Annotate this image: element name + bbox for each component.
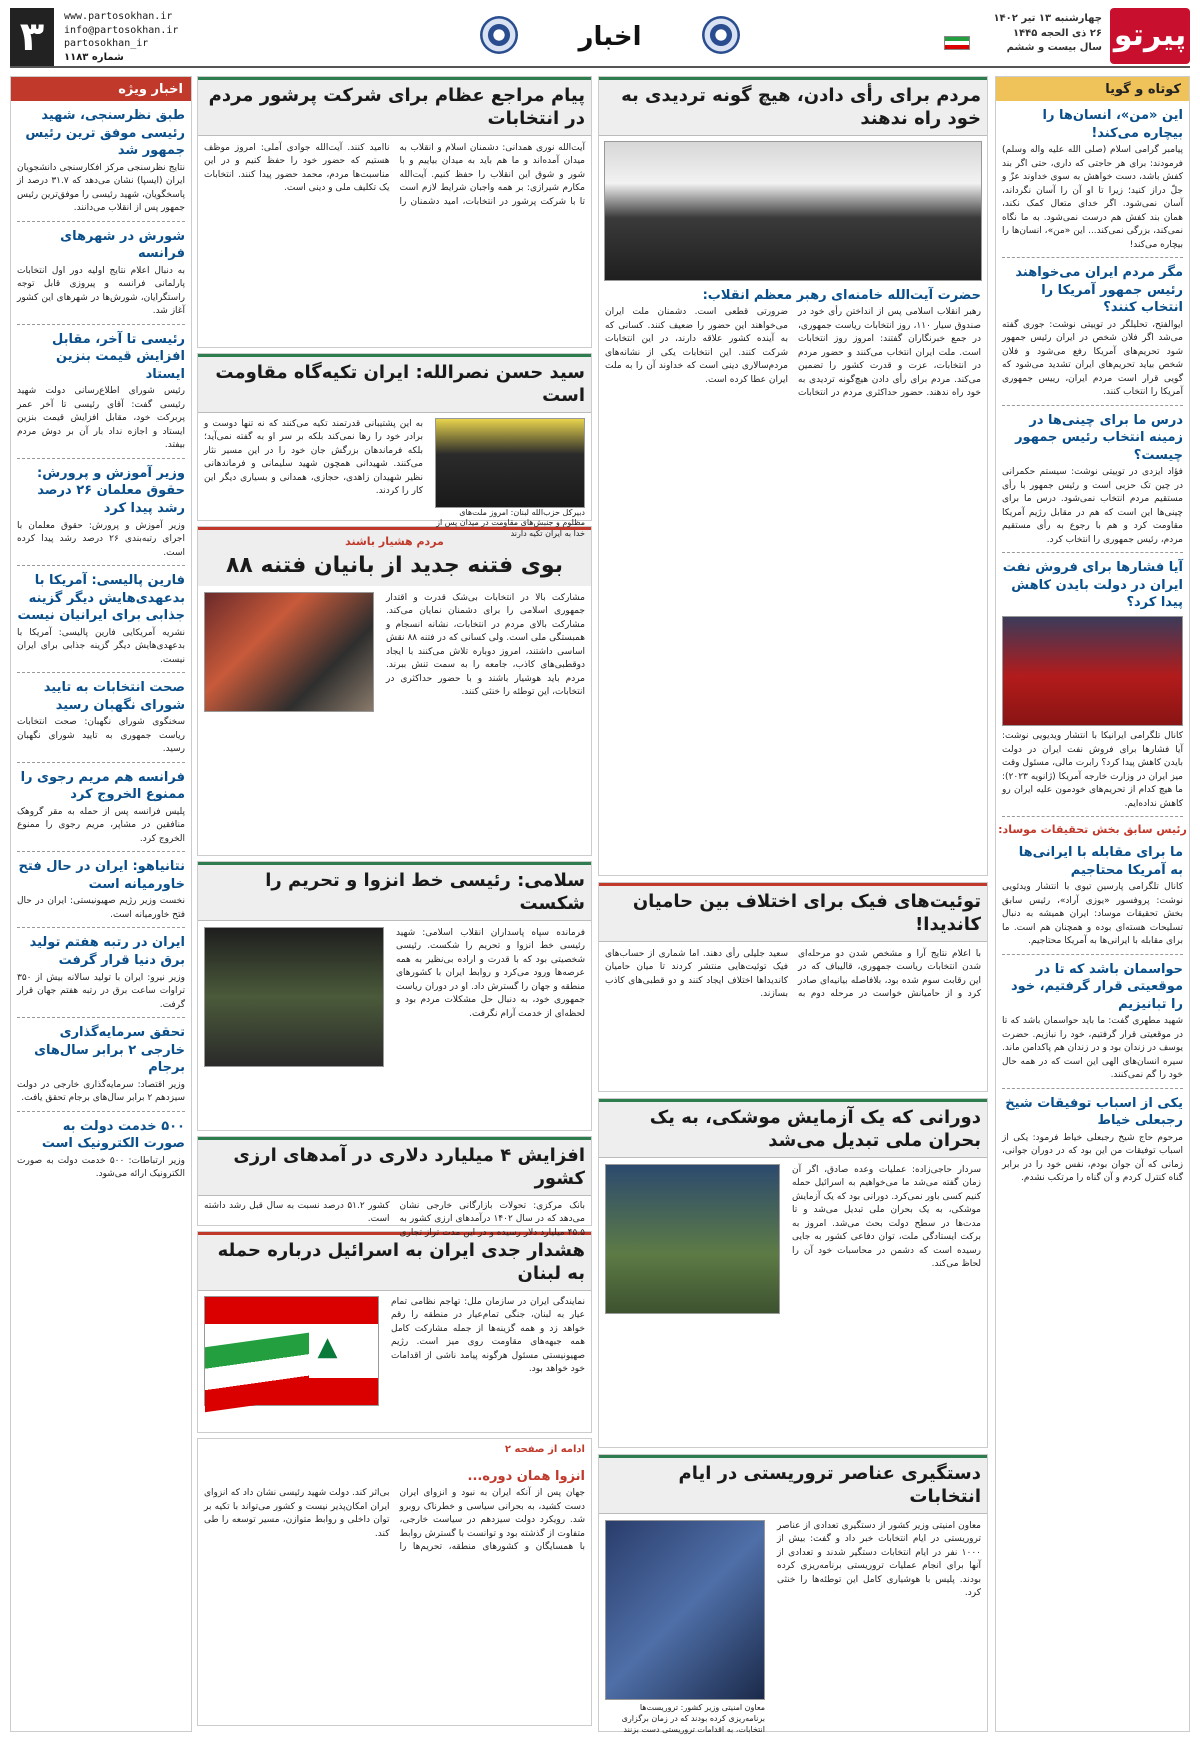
divider — [1002, 405, 1183, 406]
masthead — [10, 8, 1190, 68]
news-title: درس ما برای چینی‌ها در زمینه انتخاب رئیس جمهور چیست؟ — [1015, 412, 1183, 463]
divider — [1002, 1088, 1183, 1089]
news-title: یکی از اسباب توفیقات شیخ رجبعلی خیاط — [1005, 1095, 1183, 1129]
article-fx — [197, 1136, 592, 1226]
year-line: سال بیست و ششم — [1006, 42, 1102, 53]
news-body: نشریه آمریکایی فارین پالیسی: آمریکا با بدعهدی‌هایش دیگر گزینه جذابی برای ایران نیست. — [17, 627, 185, 665]
divider — [17, 1111, 185, 1112]
date-hijri: ۲۶ ذی الحجه ۱۴۴۵ — [1012, 27, 1102, 39]
divider — [17, 927, 185, 928]
photo-caption: معاون امنیتی وزیر کشور: تروریست‌ها برنامه‌ریزی کرده بودند که در زمان برگزاری انتخابات، به اقدامات تروریستی دست بزنند — [621, 1702, 765, 1735]
commander-photo — [605, 1164, 780, 1314]
news-title: رئیسی تا آخر، مقابل افزایش قیمت بنزین ایستاد — [51, 331, 185, 382]
news-body: وزیر نیرو: ایران با تولید سالانه بیش از ۳۵۰ تراوات ساعت برق در رتبه هفتم جهان قرار گرفت. — [17, 972, 185, 1010]
date-solar: چهارشنبه ۱۳ تیر ۱۴۰۲ — [993, 13, 1102, 24]
article-leader — [598, 76, 988, 876]
news-title: فرانسه هم مریم رجوی را ممنوع الخروج کرد — [20, 769, 185, 803]
leader-voting-photo — [604, 141, 982, 281]
section-title-box — [510, 14, 710, 60]
news-body: کانال تلگرامی پارسین تیوی با انتشار ویدئویی نوشت: پروفسور «یوزی آراد»، رئیس سابق بخش تحقیقات موساد: ایران همیشه به دنبال تسلیحات هسته‌ای بوده و همچنان هم است. ما برای مقابله با ایرانی‌ها به آمریکا محتاجیم. — [1002, 882, 1183, 947]
article-headline: دستگیری عناصر تروریستی در ایام انتخابات — [599, 1455, 987, 1514]
article-body: با اعلام نتایج آرا و مشخص شدن دو مرحله‌ای شدن انتخابات ریاست جمهوری، قالیباف که در این رقابت سوم شده بود، بلافاصله بیانیه‌ای صادر کرد و از حامیانش خواست در مرحله دوم به سعید جلیلی رأی دهند. اما شماری از حساب‌های فیک توئیت‌هایی منتشر کردند تا میان حامیان کاندیداها اختلاف ایجاد کنند و دو قطبی‌های کاذب بسازند. — [605, 948, 981, 1000]
article-continued — [197, 1438, 592, 1726]
divider — [1002, 954, 1183, 955]
news-title: ۵۰۰ خدمت دولت به صورت الکترونیک است — [41, 1118, 185, 1152]
news-body: به دنبال اعلام نتایج اولیه دور اول انتخابات پارلمانی فرانسه و پیروزی قابل توجه راستگرایان، شورش‌ها در شهرهای این کشور آغاز شد. — [17, 265, 185, 317]
photo-caption: حضرت آیت‌الله خامنه‌ای رهبر معظم انقلاب: — [702, 287, 981, 303]
news-title: وزیر آموزش و پرورش: حقوق معلمان ۲۶ درصد رشد پیدا کرد — [37, 465, 185, 516]
news-body: نخست وزیر رژیم صهیونیستی: ایران در حال فتح خاورمیانه است. — [17, 896, 185, 920]
article-body: جهان پس از آنکه ایران به نبود و انزوای ایران دست کشید، به بحرانی سیاسی و خطرناک روبرو شد. رویکرد دولت سیزدهم در سیاست خارجی، متفاوت از گذشته بود و توانست با گسترش روابط با همسایگان و کشورهای منطقه، تحریم‌ها را بی‌اثر کند. دولت شهید رئیسی نشان داد که انزوای ایران امکان‌پذیر نیست و کشور می‌تواند با تکیه بر توان داخلی و روابط متوازن، مسیر توسعه را طی کند. — [204, 1488, 585, 1553]
news-title: صحت انتخابات به تایید شورای نگهبان رسید — [43, 680, 185, 713]
news-title: مگر مردم ایران می‌خواهند رئیس جمهور آمریکا را انتخاب کنند؟ — [1015, 265, 1183, 316]
news-title: نتانیاهو: ایران در حال فتح خاورمیانه است — [18, 859, 185, 892]
news-body: شهید مطهری گفت: ما باید حواسمان باشد که تا در موقعیتی قرار گرفتیم، خود را نبازیم. حضرت یوسف در زندان بود و در زندان هم پاکدامن ماند. سیره انسان‌های الهی این است که در همه حال خود را گم نمی‌کنند. — [1002, 1016, 1183, 1081]
divider — [17, 672, 185, 673]
news-body: فؤاد ایزدی در توییتی نوشت: سیستم حکمرانی در چین تک حزبی است و رئیس جمهور با رأی مستقیم مردم انتخاب نمی‌شود. درس ما برای چینی‌ها این است که هم در مقابل رژیم آمریکا مقاومت کرد و هم با رجوع به رأی مستقیم مردم، رئیس جمهوری را انتخاب کرد. — [1002, 467, 1183, 545]
news-title: شورش در شهرهای فرانسه — [60, 228, 185, 262]
divider — [17, 762, 185, 763]
news-body: کانال تلگرامی ایرانیکا با انتشار ویدیویی نوشت: آیا فشارها برای فروش نفت ایران در دولت بایدن کاهش پیدا کرد؟ رابرت مالی، مسئول وقت میز ایران در وزارت خارجه آمریکا (ژانویه ۲۰۲۳): ما هیچ کدام از تحریم‌های خودمون علیه ایران رو کاهش نداده‌ایم. — [1002, 731, 1183, 809]
news-title: آیا فشارها برای فروش نفت ایران در دولت بایدن کاهش پیدا کرد؟ — [1002, 560, 1183, 611]
continued-label: ادامه از صفحه ۲ — [504, 1444, 585, 1455]
article-body: به این پشتیبانی قدرتمند تکیه می‌کنند که نه تنها دوست و برادر خود را رها نمی‌کند بلکه بر سر او به گفته نمی‌آید؛ بلکه فرماندهان بزرگش جان خود را در این مسیر نثار می‌کنند. شهیدانی همچون شهید سلیمانی و فرماندهانی نظیر شهیدان زاهدی، حجازی، همدانی و بسیاری دیگر این کار را کردند. — [204, 418, 423, 497]
news-body: وزیر آموزش و پرورش: حقوق معلمان با اجرای رتبه‌بندی ۲۶ درصد رشد پیدا کرده است. — [17, 520, 185, 558]
contact-info — [64, 10, 254, 64]
email-link[interactable]: info@partosokhan.ir — [64, 24, 179, 36]
article-clerics — [197, 76, 592, 348]
iran-flag-icon — [944, 36, 970, 50]
news-body: پیامبر گرامی اسلام (صلی الله علیه واله وسلم) فرمودند: برای هر حاجتی که داری، حتی اگر بند کفش باشد، دست خواهش به سوی خداوند عزّ و جلّ دراز کنید؛ زیرا تا او آن را آسان نگرداند، آسان نمی‌شود. اگر خدای متعال کمک نکند، همان بند کفش هم درست نمی‌شود. به ما نگاه نمی‌کند، بزرگی نمی‌کند... این «من»، انسان‌ها را بیچاره می‌کند! — [1002, 145, 1183, 250]
website-link[interactable]: www.partosokhan.ir — [64, 11, 173, 22]
article-headline: انزوا همان دوره... — [467, 1468, 585, 1484]
divider — [17, 458, 185, 459]
news-title: این «من»، انسان‌ها را بیچاره می‌کند! — [1042, 108, 1183, 141]
photo-caption: دبیرکل حزب‌الله لبنان: امروز ملت‌های مظلوم و جنبش‌های مقاومت در میدان پس از خدا به ایران تکیه دارند — [436, 507, 585, 538]
article-nasrallah — [197, 353, 592, 538]
news-kicker: رئیس سابق بخش تحقیقات موساد: — [998, 823, 1187, 837]
special-news-column — [10, 76, 192, 1732]
section-title: اخبار — [578, 22, 642, 52]
article-headline: افزایش ۴ میلیارد دلاری در آمدهای ارزی کشور — [198, 1137, 591, 1196]
article-headline: هشدار جدی ایران به اسرائیل درباره حمله به لبنان — [198, 1232, 591, 1291]
main-news-column — [598, 76, 988, 1735]
divider — [1002, 816, 1183, 817]
salami-raisi-photo — [204, 927, 384, 1067]
divider — [17, 1017, 185, 1018]
news-title: ما برای مقابله با ایرانی‌ها به آمریکا محتاجیم — [1018, 844, 1183, 878]
column-band: اخبار ویژه — [11, 77, 191, 101]
news-title: طبق نظرسنجی، شهید رئیسی موفق ترین رئیس جمهور شد — [25, 108, 185, 159]
article-headline: توئیت‌های فیک برای اختلاف بین حامیان کاندیدا! — [599, 883, 987, 942]
article-lebanon — [197, 1231, 592, 1433]
news-body: پلیس فرانسه پس از حمله به مقر گروهک منافقین در مشاپر، مریم رجوی را ممنوع الخروج کرد. — [17, 806, 185, 844]
article-body: مشارکت بالا در انتخابات بی‌شک قدرت و اقتدار جمهوری اسلامی را برای دشمنان نمایان می‌کند. مشارکت بالای مردم در انتخابات، نشانه انسجام و همبستگی ملی است. ولی کسانی که در فتنه ۸۸ نقش اساسی داشتند، امروز دوباره تلاش می‌کنند با ایجاد دوقطبی‌های کاذب، جامعه را به سمت تنش ببرند. مردم باید هوشیار باشند و با حضور حداکثری در انتخابات، این توطئه را خنثی کنند. — [386, 592, 585, 698]
social-handle[interactable]: partosokhan_ir — [64, 38, 149, 49]
news-body: رئیس شورای اطلاع‌رسانی دولت شهید رئیسی گفت: آقای رئیسی تا آخر عمر پربرکت خود، مقابل افزایش قیمت بنزین ایستاد و اجازه نداد بار آن بر دوش مردم بیفتد. — [17, 386, 185, 451]
article-salami — [197, 861, 592, 1131]
article-headline: سلامی: رئیسی خط انزوا و تحریم را شکست — [198, 862, 591, 921]
short-news-column — [995, 76, 1190, 1732]
article-fake-tweets — [598, 882, 988, 1092]
secondary-news-column — [197, 76, 592, 1732]
news-title: تحقق سرمایه‌گذاری خارجی ۲ برابر سال‌های برجام — [34, 1025, 185, 1076]
article-headline: سید حسن نصرالله: ایران تکیه‌گاه مقاومت است — [198, 354, 591, 413]
flags-image — [204, 1296, 379, 1406]
article-body: بانک مرکزی: تحولات بازارگانی خارجی نشان می‌دهد که در سال ۱۴۰۲ درآمدهای ارزی کشور به کشور ۵۱.۲ درصد نسبت به سال قبل رشد داشته است. — [204, 1200, 585, 1225]
divider — [1002, 257, 1183, 258]
news-title: حواسمان باشد که تا در موقعیتی قرار گرفتیم، خود را تبانیزیم — [1010, 961, 1183, 1012]
news-body: ایوالفتح، تحلیلگر در توییتی نوشت: جوری گفته می‌شد اگر فلان شخص در ایران رئیس جمهور شود تحریم‌های آمریکا رفع می‌شود و فلان شخص بیاید تحریم‌های ایران تشدید می‌شود که گویی قرار است مردم ایران، رییس جمهوری آمریکا را انتخاب کنند. — [1002, 319, 1183, 398]
illustration-photo — [204, 592, 374, 712]
meeting-photo — [1002, 616, 1183, 726]
article-headline: مردم برای رأی دادن، هیچ گونه تردیدی به خود راه ندهند — [599, 77, 987, 136]
issue-dates — [972, 12, 1102, 56]
divider — [1002, 552, 1183, 553]
article-body: رهبر انقلاب اسلامی پس از انداختن رأی خود در صندوق سیار ۱۱۰، روز انتخابات ریاست جمهوری، در جمع خبرنگاران گفتند: امروز روز انتخابات است. ملت ایران انتخاب می‌کنند و حضور مردم در انتخابات، عزت و قدرت کشور را تضمین می‌کند. مردم برای رأی دادن هیچ‌گونه تردیدی به خود راه ندهند. حضور حداکثری مردم در انتخابات ضرورتی قطعی است. دشمنان ملت ایران می‌خواهند این حضور را ضعیف کنند. کسانی که به آینده کشور علاقه دارند، در این انتخابات شرکت کنند. این انتخابات یکی از نشانه‌های مردم‌سالاری دینی است که خداوند آن را به ملت ایران عطا کرده است. — [605, 307, 981, 399]
article-headline: پیام مراجع عظام برای شرکت پرشور مردم در انتخابات — [198, 77, 591, 136]
nasrallah-photo — [435, 418, 585, 508]
article-headline: بوی فتنه جدید از بانیان فتنه ۸۸ — [226, 552, 563, 578]
cedar-icon: ▲ — [317, 1332, 338, 1363]
article-missile — [598, 1098, 988, 1448]
ornament-icon — [702, 16, 740, 54]
article-body: فرمانده سپاه پاسداران انقلاب اسلامی: شهید رئیسی خط انزوا و تحریم را شکست. رئیسی شخصیتی بود که با قدرت و اراده بی‌نظیر به همه عرصه‌ها ورود می‌کرد و روابط ایران با کشورهای منطقه و جهان را گسترش داد. او در دوران ریاست جمهوری خود، به دنبال حل مشکلات مردم بود و لحظه‌ای از خدمت آرام نگرفت. — [396, 927, 585, 1019]
issue-number: شماره ۱۱۸۳ — [64, 51, 124, 63]
newspaper-logo: پیرتو — [1110, 8, 1190, 64]
divider — [17, 851, 185, 852]
news-body: وزیر اقتصاد: سرمایه‌گذاری خارجی در دولت سیزدهم ۲ برابر سال‌های برجام تحقق یافت. — [17, 1079, 185, 1104]
divider — [17, 565, 185, 566]
news-body: مرحوم حاج شیخ رجبعلی خیاط فرمود: یکی از اسباب توفیقات من این بود که در دوران جوانی، زمانی که آن جوان بودم، نفس خود را در برابر گناه کنترل کردم و آن گناه را مرتکب نشدم. — [1002, 1132, 1183, 1184]
page-number: ۳ — [10, 8, 54, 66]
article-body: معاون امنیتی وزیر کشور از دستگیری تعدادی از عناصر تروریستی در ایام انتخابات خبر داد و گفت: بیش از ۱۰۰۰ نفر در ایام انتخابات دستگیر شدند و تعدادی از آنها برای انجام عملیات تروریستی برنامه‌ریزی کرده بودند. پلیس با هوشیاری کامل این توطئه‌ها را خنثی کرد. — [777, 1520, 981, 1599]
article-body: سردار حاجی‌زاده: عملیات وعده صادق، اگر آن زمان گفته می‌شد ما می‌خواهیم به اسرائیل حمله کنیم کسی باور نمی‌کرد. دورانی بود که یک آزمایش موشکی، به یک بحران ملی تبدیل می‌شد و تا مدت‌ها در سطح دولت بحث می‌شد. امروز به برکت ایستادگی ملت، توان دفاعی کشور به جایی رسیده است که دشمن در محاسبات خود آن را لحاظ می‌کند. — [792, 1164, 981, 1270]
news-title: ایران در رتبه هفتم تولید برق دنیا قرار گرفت — [29, 935, 185, 968]
column-band: کوتاه و گویا — [996, 77, 1189, 101]
article-kicker: مردم هشیار باشند — [345, 535, 444, 548]
divider — [17, 324, 185, 325]
article-arrest — [598, 1454, 988, 1735]
article-body: آیت‌الله نوری همدانی: دشمنان اسلام و انقلاب به میدان آمده‌اند و ما هم باید به میدان بیاییم و با شور و شوق این انقلاب را حفظ کنیم. آیت‌الله مکارم شیرازی: بر همه واجبان شرایط لازم است تا با شرکت پرشور در انتخابات، امید دشمنان را ناامید کنند. آیت‌الله جوادی آملی: امروز موظف هستیم که حضور خود را حفظ کنیم و در این مناسبت‌ها مردم، محمد حضور پیدا کنند. انتخابات یک تکلیف ملی و دینی است. — [204, 142, 585, 207]
news-title: فارین پالیسی: آمریکا با بدعهدی‌هایش دیگر گزینه جذابی برای ایرانیان نیست — [17, 573, 185, 624]
handcuffs-photo — [605, 1520, 765, 1700]
divider — [17, 221, 185, 222]
news-body: سخنگوی شورای نگهبان: صحت انتخابات ریاست جمهوری به تایید شورای نگهبان رسید. — [17, 717, 185, 755]
article-fitne — [197, 526, 592, 856]
article-headline: دورانی که یک آزمایش موشکی، به یک بحران ملی تبدیل می‌شد — [599, 1099, 987, 1158]
news-body: وزیر ارتباطات: ۵۰۰ خدمت دولت به صورت الکترونیک ارائه می‌شود. — [17, 1155, 186, 1180]
news-body: نتایج نظرسنجی مرکز افکارسنجی دانشجویان ایران (ایسپا) نشان می‌دهد که ۳۱.۷ درصد از پاسخگویان، شهید رئیسی را موفق‌ترین رئیس جمهور پس از انقلاب می‌دانند. — [17, 162, 185, 214]
article-body: نمایندگی ایران در سازمان ملل: تهاجم نظامی تمام عیار به لبنان، جنگی تمام‌عیار در منطقه را رقم خواهد زد و همه گزینه‌ها از جمله مشارکت کامل همه جبهه‌های مقاومت روی میز است. رژیم صهیونیستی مسئول هرگونه پیامد ناشی از اقدامات خود خواهد بود. — [391, 1296, 585, 1375]
